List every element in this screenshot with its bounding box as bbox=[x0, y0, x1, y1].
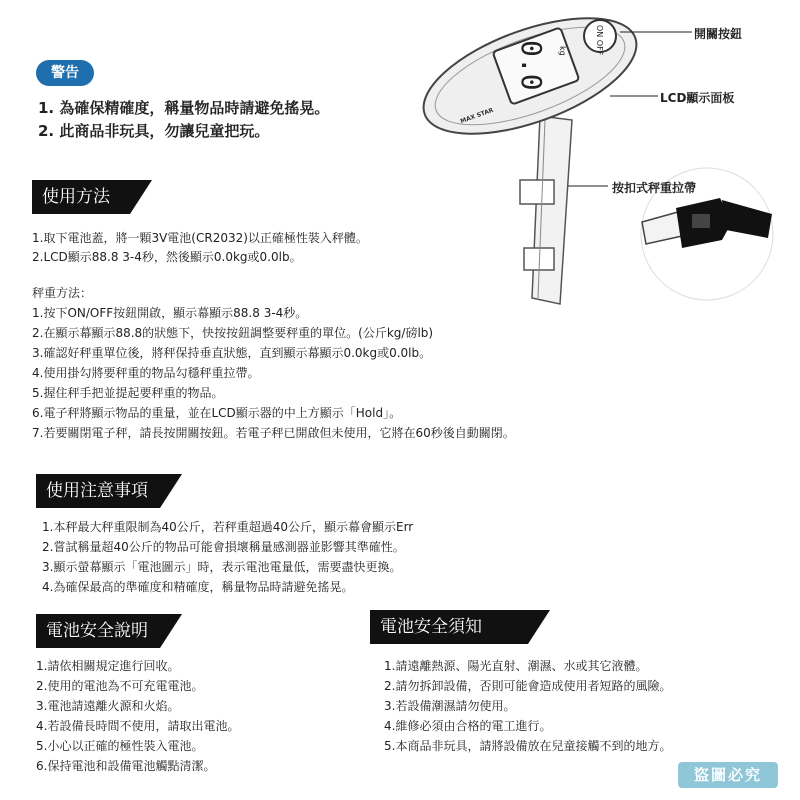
scale-strap-icon bbox=[520, 116, 572, 304]
notes-line-2: 2.嘗試稱量超40公斤的物品可能會損壞稱量感測器並影響其準確性。 bbox=[42, 540, 405, 554]
weighing-step-4: 4.使用掛勾將要秤重的物品勾穩秤重拉帶。 bbox=[32, 366, 260, 380]
battery-notice-line-3: 3.若設備潮濕請勿使用。 bbox=[384, 699, 516, 713]
battery-notice-line-2: 2.請勿拆卸設備，否則可能會造成使用者短路的風險。 bbox=[384, 679, 672, 693]
battery-notice-line-1: 1.請遠離熱源、陽光直射、潮濕、水或其它液體。 bbox=[384, 659, 648, 673]
warning-item-2: 2. 此商品非玩具，勿讓兒童把玩。 bbox=[38, 122, 270, 140]
callout-strap: 按扣式秤重拉帶 bbox=[612, 181, 697, 195]
weighing-step-5: 5.握住秤手把並提起要秤重的物品。 bbox=[32, 386, 224, 400]
notes-line-1: 1.本秤最大秤重限制為40公斤，若秤重超過40公斤，顯示幕會顯示Err bbox=[42, 520, 414, 534]
brand-text: MAX STAR bbox=[459, 106, 495, 126]
warning-item-1: 1. 為確保精確度，稱量物品時請避免搖晃。 bbox=[38, 99, 330, 117]
notes-line-4: 4.為確保最高的準確度和精確度，稱量物品時請避免搖晃。 bbox=[42, 580, 354, 594]
notes-line-3: 3.顯示螢幕顯示「電池圖示」時，表示電池電量低，需要盡快更換。 bbox=[42, 560, 402, 574]
luggage-scale-illustration bbox=[420, 8, 800, 308]
lcd-reading: 0.0 bbox=[515, 40, 548, 91]
weighing-step-7: 7.若要關閉電子秤，請長按開關按鈕。若電子秤已開啟但未使用，它將在60秒後自動關閉。 bbox=[32, 426, 515, 440]
battery-safety-line-2: 2.使用的電池為不可充電電池。 bbox=[36, 679, 204, 693]
usage-line-2: 2.LCD顯示88.8 3-4秒，然後顯示0.0kg或0.0lb。 bbox=[32, 250, 302, 264]
battery-notice-line-4: 4.維修必須由合格的電工進行。 bbox=[384, 719, 552, 733]
battery-safety-line-6: 6.保持電池和設備電池觸點清潔。 bbox=[36, 759, 216, 773]
weighing-step-6: 6.電子秤將顯示物品的重量，並在LCD顯示器的中上方顯示「Hold」。 bbox=[32, 406, 402, 420]
battery-safety-line-5: 5.小心以正確的極性裝入電池。 bbox=[36, 739, 204, 753]
weighing-step-1: 1.按下ON/OFF按鈕開啟，顯示幕顯示88.8 3-4秒。 bbox=[32, 306, 308, 320]
battery-safety-heading: 電池安全說明 bbox=[36, 614, 160, 648]
battery-safety-line-4: 4.若設備長時間不使用，請取出電池。 bbox=[36, 719, 240, 733]
usage-heading: 使用方法 bbox=[32, 180, 130, 214]
copyright-stamp: 盜圖必究 bbox=[678, 762, 778, 788]
lcd-unit: kg bbox=[558, 46, 567, 56]
battery-notice-line-5: 5.本商品非玩具，請將設備放在兒童接觸不到的地方。 bbox=[384, 739, 672, 753]
usage-line-1: 1.取下電池蓋，將一顆3V電池(CR2032)以正確極性裝入秤體。 bbox=[32, 231, 368, 245]
warning-badge: 警告 bbox=[36, 60, 94, 86]
battery-notice-heading: 電池安全須知 bbox=[370, 610, 528, 644]
battery-safety-line-1: 1.請依相關規定進行回收。 bbox=[36, 659, 180, 673]
battery-safety-line-3: 3.電池請遠離火源和火焰。 bbox=[36, 699, 180, 713]
weighing-heading: 秤重方法： bbox=[32, 286, 93, 300]
weighing-step-3: 3.確認好秤重單位後，將秤保持垂直狀態，直到顯示幕顯示0.0kg或0.0lb。 bbox=[32, 346, 432, 360]
callout-lcd-panel: LCD顯示面板 bbox=[660, 91, 735, 105]
notes-heading: 使用注意事項 bbox=[36, 474, 160, 508]
callout-power-button: 開關按鈕 bbox=[694, 27, 743, 41]
power-button-text: ON OFF bbox=[595, 25, 604, 56]
weighing-step-2: 2.在顯示幕顯示88.8的狀態下，快按按鈕調整要秤重的單位。(公斤kg/磅lb) bbox=[32, 326, 434, 340]
